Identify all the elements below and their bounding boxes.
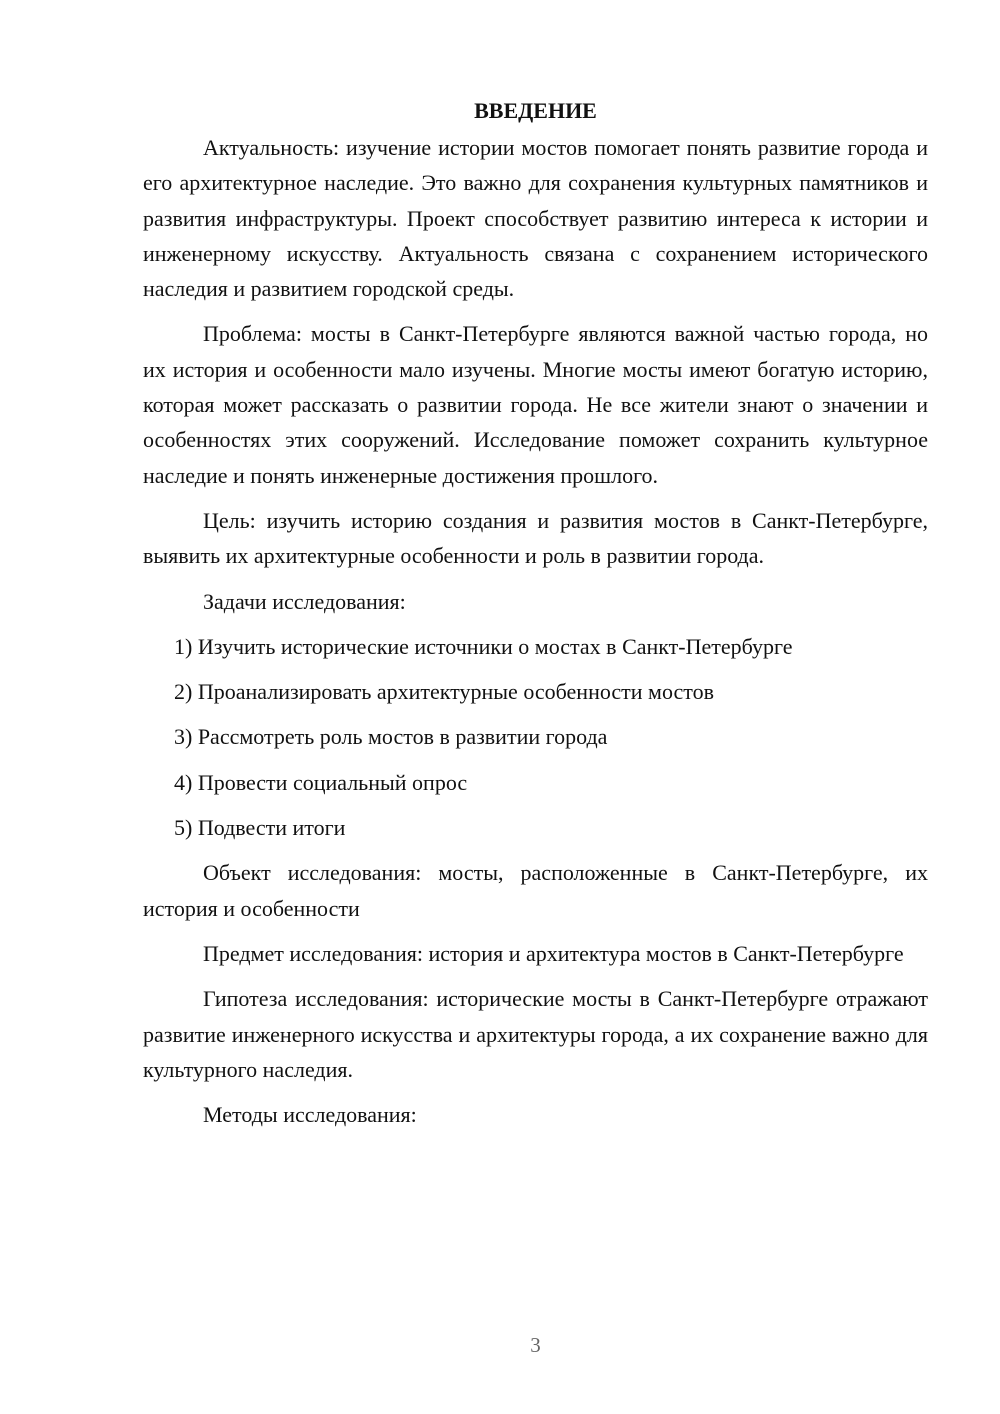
paragraph-problem: Проблема: мосты в Санкт-Петербурге являются важной частью города, но их история и особенности мало изучены. Многие мосты имеют богатую историю, которая может рассказать о развитии города. Не все жители знают о значении и особенностях этих сооружений. Исследование поможет сохранить культурное наследие и понять инженерные достижения прошлого. bbox=[143, 321, 928, 488]
paragraph-methods-heading: Методы исследования: bbox=[203, 1102, 417, 1128]
page-number: 3 bbox=[530, 1333, 541, 1357]
list-item: 5) Подвести итоги bbox=[174, 815, 346, 841]
paragraph-object: Объект исследования: мосты, расположенные в Санкт-Петербурге, их история и особенности bbox=[143, 860, 928, 921]
list-item: 4) Провести социальный опрос bbox=[174, 769, 468, 795]
list-item: 2) Проанализировать архитектурные особенности мостов bbox=[174, 679, 714, 705]
tasks-list bbox=[143, 629, 928, 845]
document-page bbox=[143, 96, 928, 1142]
list-item: 3) Рассмотреть роль мостов в развитии города bbox=[174, 724, 608, 750]
paragraph-subject: Предмет исследования: история и архитектура мостов в Санкт-Петербурге bbox=[203, 940, 904, 966]
section-title: ВВЕДЕНИЕ bbox=[474, 98, 597, 123]
list-item: 1) Изучить исторические источники о мостах в Санкт-Петербурге bbox=[174, 633, 793, 659]
paragraph-relevance: Актуальность: изучение истории мостов помогает понять развитие города и его архитектурное наследие. Это важно для сохранения культурных памятников и развития инфраструктуры. Проект способствует развитию интереса к истории и инженерному искусству. Актуальность связана с сохранением исторического наследия и развитием городской среды. bbox=[143, 135, 928, 302]
paragraph-tasks-heading: Задачи исследования: bbox=[203, 588, 406, 614]
paragraph-hypothesis: Гипотеза исследования: исторические мосты в Санкт-Петербурге отражают развитие инженерного искусства и архитектуры города, а их сохранение важно для культурного наследия. bbox=[143, 986, 928, 1082]
paragraph-goal: Цель: изучить историю создания и развития мостов в Санкт-Петербурге, выявить их архитектурные особенности и роль в развитии города. bbox=[143, 507, 928, 569]
